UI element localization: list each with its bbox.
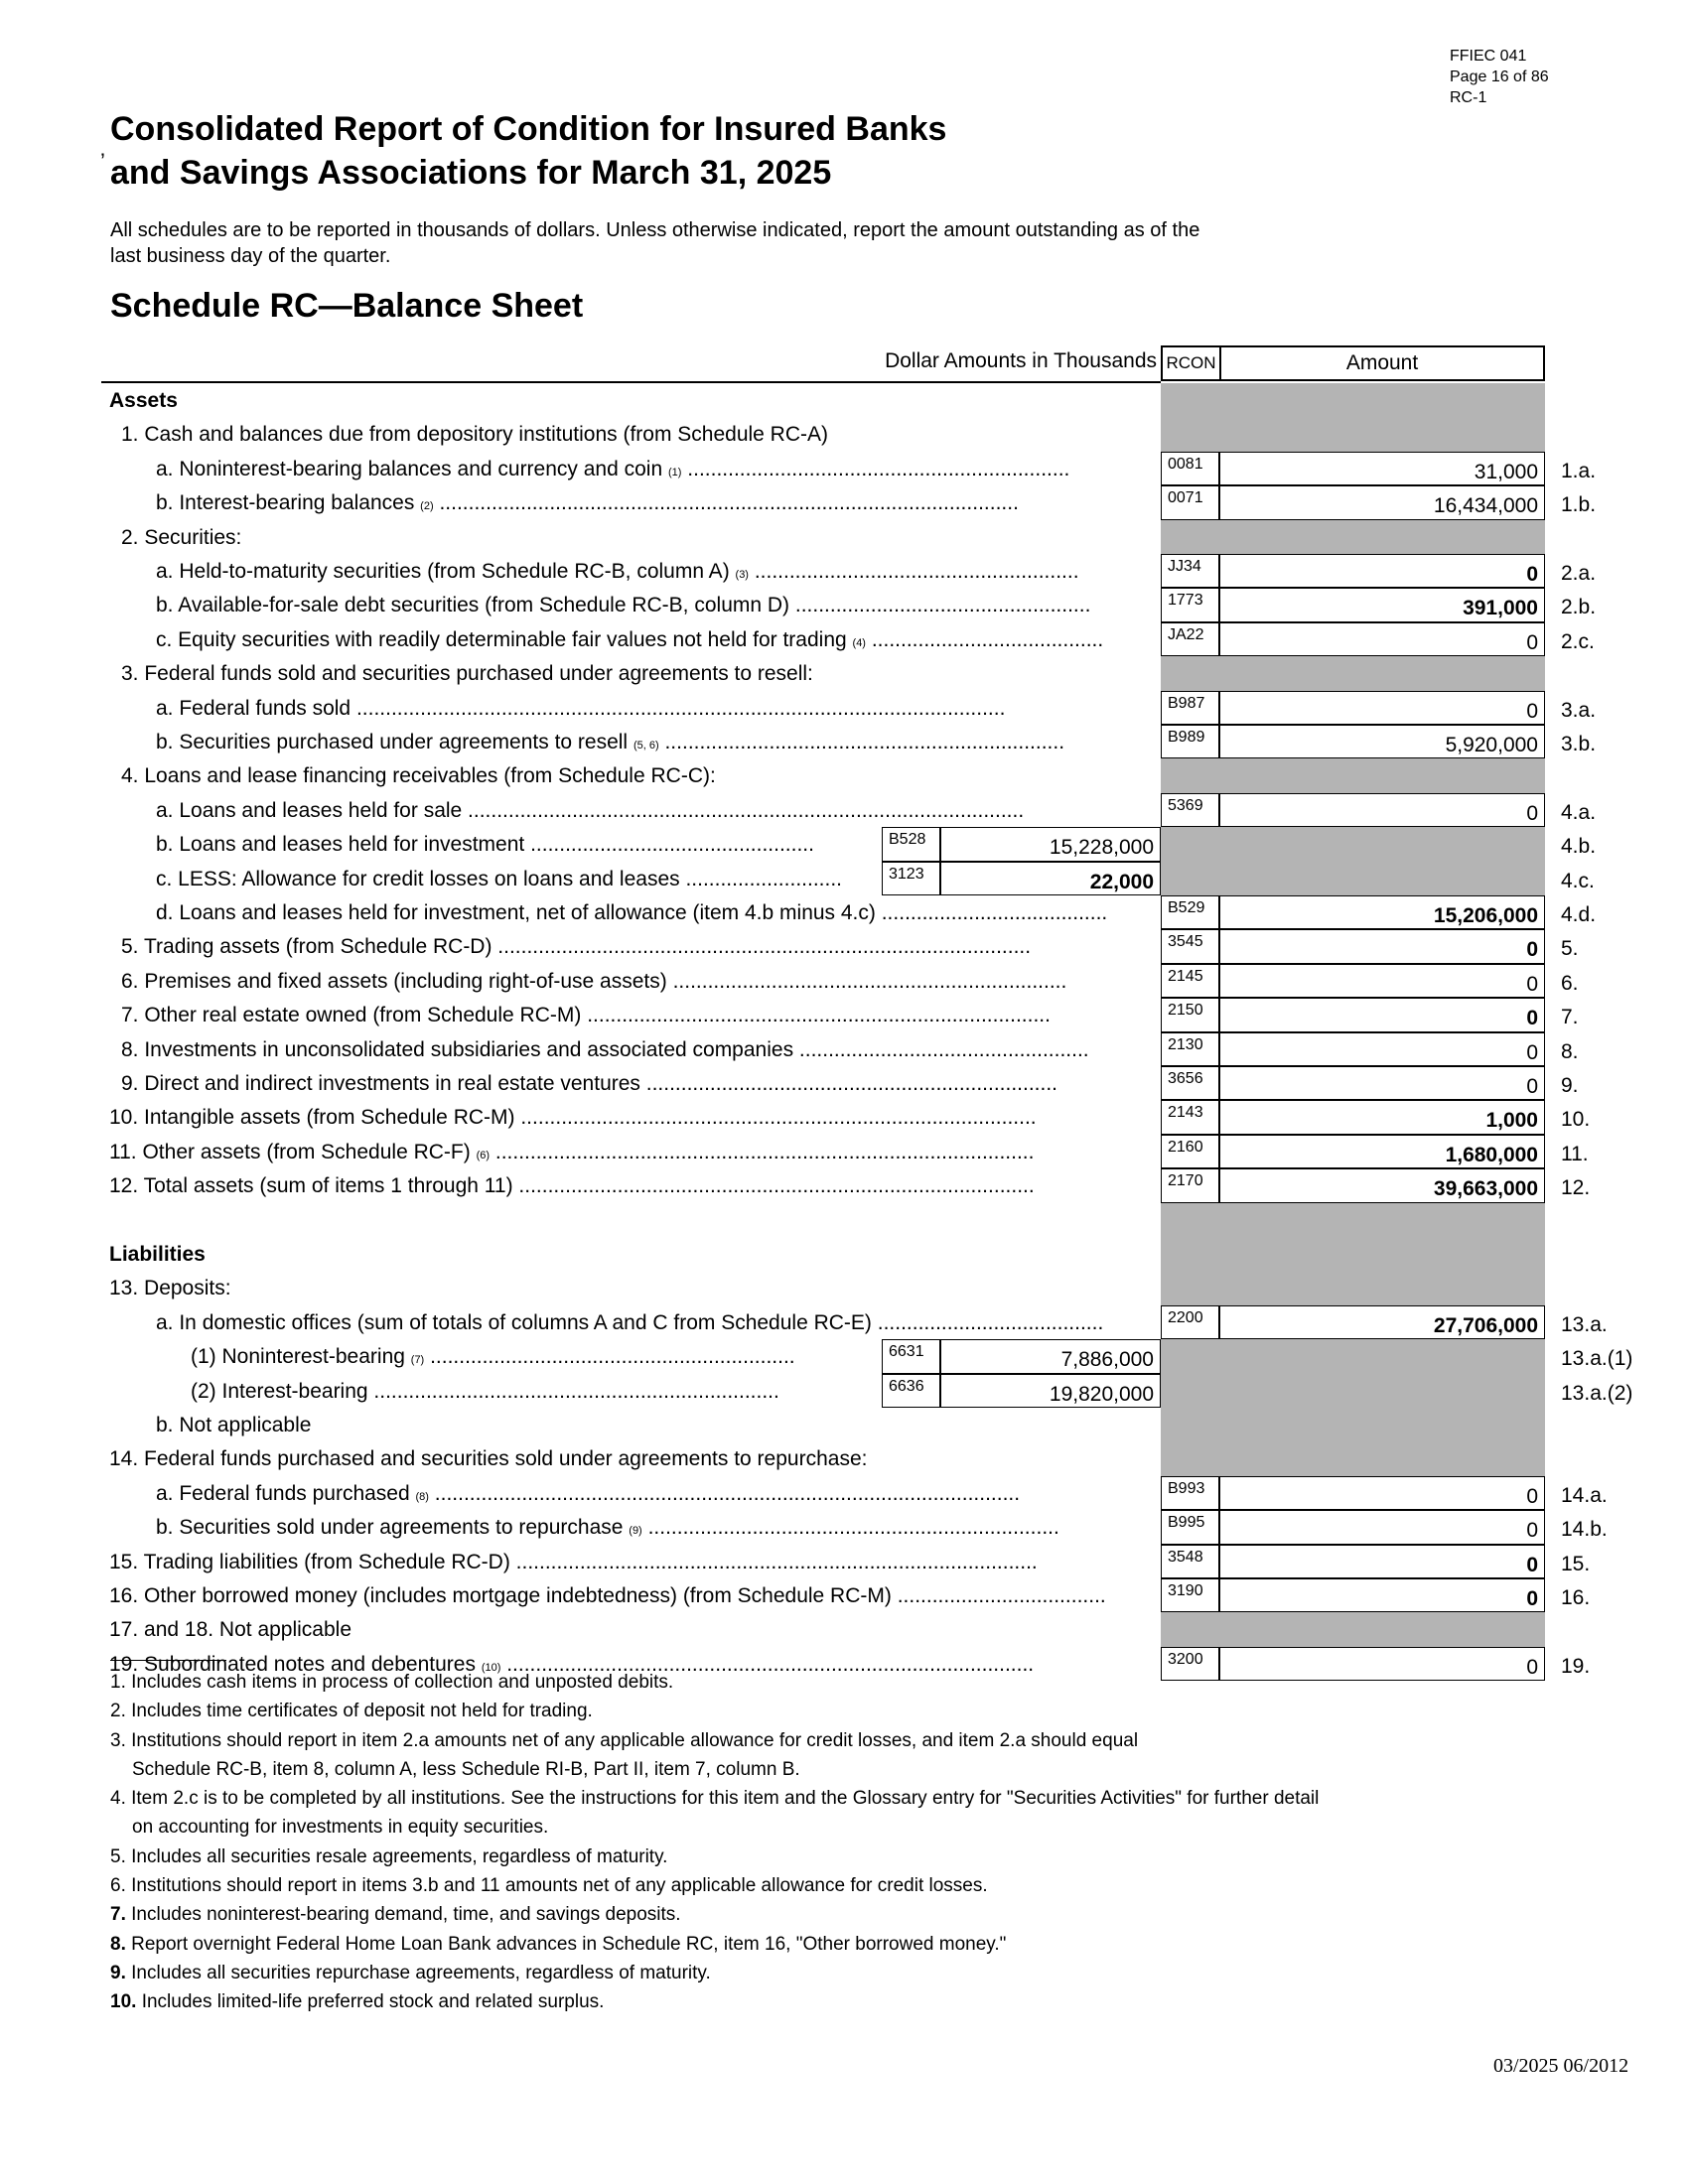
row-label xyxy=(156,697,1005,721)
dot-leader: ........................................ xyxy=(865,627,1104,651)
table-row xyxy=(101,520,1688,554)
dot-leader: ................................................................................................................ xyxy=(351,696,1006,720)
table-row xyxy=(101,1612,1688,1646)
footnote-ref: (5, 6) xyxy=(633,740,659,751)
row-label xyxy=(156,594,1090,617)
dot-leader: ..................................................................................................... xyxy=(428,1481,1021,1505)
title-mark: ’ xyxy=(100,149,105,174)
dot-leader: ....................................... xyxy=(871,1310,1104,1334)
shaded-cell xyxy=(1161,1612,1545,1646)
row-label xyxy=(109,1618,352,1642)
row-label xyxy=(156,458,1069,481)
item-ref: 12. xyxy=(1561,1176,1591,1200)
amount-field[interactable]: 27,706,000 xyxy=(1219,1305,1545,1339)
dot-leader: ....................................... xyxy=(875,901,1108,924)
row-label-text: 5. Trading assets (from Schedule RC-D) xyxy=(121,935,492,959)
table-row xyxy=(101,1100,1688,1134)
amount-field[interactable]: 0 xyxy=(1219,1032,1545,1066)
item-ref: 6. xyxy=(1561,971,1579,995)
report-title-line-1: Consolidated Report of Condition for Insured Banks xyxy=(110,110,947,148)
table-row xyxy=(101,793,1688,827)
footnote-text: Institutions should report in items 3.b and 11 amounts net of any applicable allowance for credit losses. xyxy=(131,1875,988,1897)
shaded-cell xyxy=(1161,862,1545,895)
dollar-amounts-header: Dollar Amounts in Thousands xyxy=(885,349,1157,372)
shaded-cell xyxy=(1161,520,1545,554)
rcon-code: B529 xyxy=(1161,895,1219,929)
dot-leader: ...................................................................... xyxy=(367,1379,779,1403)
dot-leader: ............................................................................................. xyxy=(490,1140,1035,1163)
row-label xyxy=(109,389,178,413)
row-label xyxy=(109,1447,867,1471)
rcon-code: 2143 xyxy=(1161,1100,1219,1134)
table-row xyxy=(101,1271,1688,1304)
footnote xyxy=(110,1900,1520,1929)
footnote-number: 8. xyxy=(110,1933,132,1955)
footnote xyxy=(110,1959,1520,1987)
footnote-text: Includes time certificates of deposit not held for trading. xyxy=(131,1701,593,1722)
row-label xyxy=(156,1516,1059,1540)
item-ref: 14.b. xyxy=(1561,1518,1608,1542)
row-label xyxy=(121,935,1031,959)
amount-field[interactable]: 0 xyxy=(1219,1476,1545,1510)
footnote-number: 3. xyxy=(110,1729,132,1751)
table-row xyxy=(101,758,1688,792)
table-row xyxy=(101,1374,1688,1408)
item-ref: 4.d. xyxy=(1561,903,1597,926)
row-label xyxy=(121,662,813,686)
table-row xyxy=(101,725,1688,758)
rcon-code: 1773 xyxy=(1161,588,1219,621)
rcon-code: 6636 xyxy=(882,1374,940,1408)
rcon-code: JA22 xyxy=(1161,622,1219,656)
row-label xyxy=(121,1072,1057,1096)
row-label-text: 12. Total assets (sum of items 1 through 11) xyxy=(109,1174,513,1198)
shaded-cell xyxy=(1161,827,1545,861)
amount-field[interactable]: 15,206,000 xyxy=(1219,895,1545,929)
amount-field[interactable]: 5,920,000 xyxy=(1219,725,1545,758)
rcon-code: B989 xyxy=(1161,725,1219,758)
footnote-number: 1. xyxy=(110,1672,132,1693)
row-label-text: Liabilities xyxy=(109,1243,206,1266)
footnote-ref: (8) xyxy=(415,1490,429,1503)
page-number: Page 16 of 86 xyxy=(1450,68,1549,85)
schedule-title: Schedule RC—Balance Sheet xyxy=(110,287,584,325)
footnote-text: Item 2.c is to be completed by all institutions. See the instructions for this item and the Glossary entry for "Securities Activities" for further detail xyxy=(131,1788,1320,1810)
rcon-code: 2200 xyxy=(1161,1305,1219,1339)
row-label-text: a. Federal funds sold xyxy=(156,696,352,720)
amount-field[interactable]: 0 xyxy=(1219,964,1545,998)
dot-leader: .................................................................................................... xyxy=(433,491,1019,515)
table-row xyxy=(101,1476,1688,1510)
report-title-line-2: and Savings Associations for March 31, 2025 xyxy=(110,154,832,192)
row-label xyxy=(109,1106,1037,1130)
intro-line-1: All schedules are to be reported in thousands of dollars. Unless otherwise indicated, report the amount outstanding as of the xyxy=(110,219,1200,241)
row-label-text: (1) Noninterest-bearing xyxy=(191,1345,405,1369)
row-label-text: 4. Loans and lease financing receivables (from Schedule RC-C): xyxy=(121,764,716,788)
table-row xyxy=(101,964,1688,998)
item-ref: 1.b. xyxy=(1561,493,1597,517)
rcon-code: 2150 xyxy=(1161,998,1219,1031)
amount-field[interactable]: 0 xyxy=(1219,998,1545,1031)
footnotes xyxy=(110,1668,1520,2017)
table-row xyxy=(101,998,1688,1031)
schedule-code: RC-1 xyxy=(1450,89,1487,106)
item-ref: 16. xyxy=(1561,1586,1591,1609)
table-row xyxy=(101,1066,1688,1100)
dot-leader: .................................................................... xyxy=(666,969,1067,993)
dot-leader: ......................................................................................... xyxy=(512,1174,1035,1198)
row-label-text: a. Held-to-maturity securities (from Schedule RC-B, column A) xyxy=(156,560,730,583)
shaded-cell xyxy=(1161,1271,1545,1304)
table-row xyxy=(101,1168,1688,1202)
dot-leader: ................................................... xyxy=(789,594,1091,617)
row-label-text: 1. Cash and balances due from depository institutions (from Schedule RC-A) xyxy=(121,423,829,447)
footnote-number: 4. xyxy=(110,1788,132,1810)
item-ref: 2.c. xyxy=(1561,629,1595,653)
row-label-text: 6. Premises and fixed assets (including right-of-use assets) xyxy=(121,969,667,993)
row-label xyxy=(121,764,716,788)
rcon-code: 5369 xyxy=(1161,793,1219,827)
item-ref: 10. xyxy=(1561,1108,1591,1132)
table-row xyxy=(101,485,1688,519)
table-row xyxy=(101,452,1688,485)
item-ref: 1.a. xyxy=(1561,459,1597,482)
footnote-text: Includes cash items in process of collection and unposted debits. xyxy=(131,1672,674,1693)
row-label-text: b. Interest-bearing balances xyxy=(156,491,415,515)
row-label-text: (2) Interest-bearing xyxy=(191,1379,368,1403)
row-label-text: 19. Subordinated notes and debentures xyxy=(109,1652,476,1676)
footnote xyxy=(110,1930,1520,1959)
row-label xyxy=(109,1277,231,1300)
dot-leader: ........................................................ xyxy=(748,560,1079,583)
table-row xyxy=(101,1135,1688,1168)
row-label-text: 10. Intangible assets (from Schedule RC-M) xyxy=(109,1106,515,1130)
row-label-text: 3. Federal funds sold and securities purchased under agreements to resell: xyxy=(121,662,813,686)
row-label xyxy=(156,1482,1020,1506)
item-ref: 14.a. xyxy=(1561,1483,1608,1507)
footnote-text: Includes all securities repurchase agreements, regardless of maturity. xyxy=(131,1962,711,1983)
dot-leader: .................................................................. xyxy=(681,457,1070,480)
form-header xyxy=(1450,46,1549,108)
revision-date: 03/2025 06/2012 xyxy=(1493,2055,1629,2077)
row-label xyxy=(109,1584,1106,1608)
rcon-code: 0071 xyxy=(1161,485,1219,519)
row-label-text: c. Equity securities with readily determinable fair values not held for trading xyxy=(156,627,847,651)
row-label-text: 14. Federal funds purchased and securities sold under agreements to repurchase: xyxy=(109,1447,868,1471)
table-row xyxy=(101,1237,1688,1271)
row-label xyxy=(156,1311,1103,1335)
shaded-cell xyxy=(1161,1441,1545,1475)
amount-field[interactable]: 1,680,000 xyxy=(1219,1135,1545,1168)
shaded-cell xyxy=(1161,656,1545,690)
footnote xyxy=(110,1871,1520,1900)
footnote-ref: (9) xyxy=(629,1525,642,1538)
table-row xyxy=(101,622,1688,656)
dot-leader: ............................................................................................ xyxy=(492,935,1032,959)
row-label xyxy=(156,1414,311,1437)
footnote-ref: (3) xyxy=(735,569,749,581)
table-row xyxy=(101,417,1688,451)
row-label-text: 7. Other real estate owned (from Schedule RC-M) xyxy=(121,1004,582,1027)
rcon-code: 2130 xyxy=(1161,1032,1219,1066)
dot-leader: ..................................................................... xyxy=(658,731,1065,753)
item-ref: 4.c. xyxy=(1561,869,1595,892)
row-label-text: a. Federal funds purchased xyxy=(156,1481,410,1505)
amount-field[interactable]: 1,000 xyxy=(1219,1100,1545,1134)
shaded-cell xyxy=(1161,417,1545,451)
row-label xyxy=(156,491,1019,515)
intro-line-2: last business day of the quarter. xyxy=(110,245,391,267)
footnote-text: Includes limited-life preferred stock and related surplus. xyxy=(141,1991,605,2013)
dot-leader: ......................................................................................... xyxy=(514,1106,1037,1130)
table-row xyxy=(101,1408,1688,1441)
report-title xyxy=(110,107,946,195)
item-ref: 9. xyxy=(1561,1074,1579,1097)
dot-leader: ........................................................................................... xyxy=(500,1652,1035,1676)
rcon-code: 3190 xyxy=(1161,1578,1219,1612)
item-ref: 3.b. xyxy=(1561,733,1597,755)
rcon-code: 3548 xyxy=(1161,1545,1219,1578)
row-label-text: a. Noninterest-bearing balances and currency and coin xyxy=(156,457,663,480)
row-label-text: 13. Deposits: xyxy=(109,1277,231,1300)
table-row xyxy=(101,1510,1688,1544)
row-label xyxy=(191,1380,779,1404)
row-label-text: Assets xyxy=(109,389,178,412)
amount-column-header: Amount xyxy=(1219,345,1545,381)
table-row xyxy=(101,1305,1688,1339)
footnote-ref: (7) xyxy=(410,1354,425,1367)
row-label xyxy=(191,1345,795,1369)
footnote-number: 10. xyxy=(110,1991,142,2013)
row-label-text: d. Loans and leases held for investment, net of allowance (item 4.b minus 4.c) xyxy=(156,901,876,924)
item-ref: 3.a. xyxy=(1561,698,1597,722)
amount-field[interactable]: 31,000 xyxy=(1219,452,1545,485)
footnote xyxy=(110,1784,1520,1813)
footnote-number: 9. xyxy=(110,1962,132,1983)
footnote-text: Includes noninterest-bearing demand, time, and savings deposits. xyxy=(131,1904,681,1926)
table-row xyxy=(101,383,1688,417)
row-label xyxy=(121,970,1066,994)
footnote-number: 6. xyxy=(110,1875,132,1897)
row-label-text: a. In domestic offices (sum of totals of columns A and C from Schedule RC-E) xyxy=(156,1310,872,1334)
footnote-number: 5. xyxy=(110,1845,132,1867)
item-ref: 5. xyxy=(1561,937,1579,961)
row-label-text: 15. Trading liabilities (from Schedule RC-D) xyxy=(109,1550,510,1573)
amount-field[interactable]: 0 xyxy=(1219,1066,1545,1100)
row-label xyxy=(121,526,241,550)
row-label-text: 2. Securities: xyxy=(121,525,242,549)
footnote-rule xyxy=(110,1660,226,1661)
amount-field[interactable]: 16,434,000 xyxy=(1219,485,1545,519)
dot-leader: ............................................................... xyxy=(424,1345,795,1369)
footnote-ref: (2) xyxy=(420,500,434,513)
row-label xyxy=(156,833,814,857)
dot-leader: .................................................. xyxy=(793,1037,1089,1061)
row-label xyxy=(109,1243,206,1267)
row-label xyxy=(156,901,1107,925)
table-row xyxy=(101,1441,1688,1475)
row-label xyxy=(109,1551,1038,1574)
dot-leader: ................................................................................................ xyxy=(462,798,1025,822)
row-label-text: 11. Other assets (from Schedule RC-F) xyxy=(109,1140,471,1163)
rcon-code: 3545 xyxy=(1161,929,1219,963)
intro-text xyxy=(110,217,1461,269)
amount-field[interactable]: 39,663,000 xyxy=(1219,1168,1545,1202)
item-ref: 4.b. xyxy=(1561,835,1597,859)
table-row xyxy=(101,827,1688,861)
shaded-cell xyxy=(1161,383,1545,417)
footnote-ref: (1) xyxy=(668,466,682,478)
rcon-code: 3200 xyxy=(1161,1647,1219,1681)
row-label xyxy=(121,1004,1051,1027)
footnote xyxy=(110,1697,1520,1725)
amount-field[interactable]: 7,886,000 xyxy=(940,1339,1161,1373)
footnote xyxy=(110,1987,1520,2016)
item-ref: 11. xyxy=(1561,1142,1589,1165)
rcon-code: 2160 xyxy=(1161,1135,1219,1168)
row-label-text: b. Loans and leases held for investment xyxy=(156,833,525,857)
footnote xyxy=(110,1726,1520,1755)
amount-field[interactable]: 0 xyxy=(1219,691,1545,725)
dot-leader: ................................................. xyxy=(524,833,814,857)
footnote-number: 2. xyxy=(110,1701,132,1722)
dot-leader: ....................................................................... xyxy=(639,1072,1058,1095)
item-ref: 8. xyxy=(1561,1039,1579,1063)
item-ref: 13.a.(2) xyxy=(1561,1381,1633,1405)
item-ref: 19. xyxy=(1561,1654,1591,1678)
row-label xyxy=(121,1038,1089,1062)
footnote-text: Report overnight Federal Home Loan Bank advances in Schedule RC, item 16, "Other borrowed money." xyxy=(131,1933,1007,1955)
amount-field[interactable]: 0 xyxy=(1219,929,1545,963)
item-ref: 15. xyxy=(1561,1552,1591,1575)
table-row xyxy=(101,691,1688,725)
rcon-code: B528 xyxy=(882,827,940,861)
row-label xyxy=(121,423,828,447)
rcon-code: JJ34 xyxy=(1161,554,1219,588)
row-label-text: b. Available-for-sale debt securities (from Schedule RC-B, column D) xyxy=(156,594,790,617)
table-row xyxy=(101,1578,1688,1612)
amount-field[interactable]: 0 xyxy=(1219,1545,1545,1578)
item-ref: 7. xyxy=(1561,1006,1579,1029)
table-row xyxy=(101,1545,1688,1578)
footnote-ref: (6) xyxy=(476,1149,491,1161)
row-label-text: b. Securities purchased under agreements to resell xyxy=(156,731,629,753)
rcon-code: 6631 xyxy=(882,1339,940,1373)
row-label xyxy=(109,1174,1035,1198)
footnote xyxy=(110,1813,1520,1842)
shaded-cell xyxy=(1161,1408,1545,1441)
item-ref: 2.b. xyxy=(1561,596,1597,619)
table-row xyxy=(101,1203,1688,1237)
amount-field[interactable]: 0 xyxy=(1219,1647,1545,1681)
item-ref: 13.a. xyxy=(1561,1312,1608,1336)
shaded-cell xyxy=(1161,1203,1545,1237)
footnote-text: Includes all securities resale agreements, regardless of maturity. xyxy=(131,1845,668,1867)
row-label xyxy=(156,628,1103,652)
dot-leader: .................................... xyxy=(891,1584,1106,1607)
row-label-text: b. Not applicable xyxy=(156,1414,312,1436)
row-label xyxy=(109,1141,1034,1164)
item-ref: 13.a.(1) xyxy=(1561,1347,1633,1371)
rcon-code: 0081 xyxy=(1161,452,1219,485)
shaded-cell xyxy=(1161,1339,1545,1373)
shaded-cell xyxy=(1161,1237,1545,1271)
amount-field[interactable]: 0 xyxy=(1219,793,1545,827)
row-label-text: a. Loans and leases held for sale xyxy=(156,798,463,822)
footnote xyxy=(110,1755,1520,1784)
table-row xyxy=(101,895,1688,929)
dot-leader: ....................................................................... xyxy=(641,1516,1059,1540)
table-row xyxy=(101,1339,1688,1373)
table-row xyxy=(101,554,1688,588)
rcon-code: B993 xyxy=(1161,1476,1219,1510)
row-label xyxy=(156,560,1079,584)
amount-field[interactable]: 0 xyxy=(1219,1510,1545,1544)
rcon-code: 3123 xyxy=(882,862,940,895)
dot-leader: ........................... xyxy=(679,867,842,890)
item-ref: 2.a. xyxy=(1561,562,1597,585)
dot-leader: ................................................................................ xyxy=(581,1004,1051,1027)
amount-field[interactable]: 391,000 xyxy=(1219,588,1545,621)
dot-leader: .......................................................................................... xyxy=(509,1550,1038,1573)
row-label-text: 8. Investments in unconsolidated subsidiaries and associated companies xyxy=(121,1037,794,1061)
rcon-code: 2145 xyxy=(1161,964,1219,998)
item-ref: 4.a. xyxy=(1561,800,1597,824)
footnote xyxy=(110,1843,1520,1871)
footnote-ref: (10) xyxy=(481,1661,501,1674)
row-label-text: 9. Direct and indirect investments in real estate ventures xyxy=(121,1072,640,1095)
rcon-code: 3656 xyxy=(1161,1066,1219,1100)
form-number: FFIEC 041 xyxy=(1450,48,1527,65)
amount-field[interactable]: 0 xyxy=(1219,622,1545,656)
row-label-text: b. Securities sold under agreements to repurchase xyxy=(156,1516,624,1540)
footnote-ref: (4) xyxy=(852,636,866,649)
rcon-code: 2170 xyxy=(1161,1168,1219,1202)
table-row xyxy=(101,862,1688,895)
table-row xyxy=(101,656,1688,690)
row-label xyxy=(156,731,1064,754)
rcon-code: B995 xyxy=(1161,1510,1219,1544)
footnote-text: on accounting for investments in equity securities. xyxy=(132,1817,549,1839)
shaded-cell xyxy=(1161,758,1545,792)
row-label-text: c. LESS: Allowance for credit losses on loans and leases xyxy=(156,867,680,890)
amount-field[interactable]: 15,228,000 xyxy=(940,827,1161,861)
table-row xyxy=(101,929,1688,963)
footnote-text: Institutions should report in item 2.a amounts net of any applicable allowance for credit losses, and item 2.a should equal xyxy=(131,1729,1139,1751)
row-label xyxy=(156,799,1024,823)
rcon-column-header: RCON xyxy=(1161,345,1219,381)
footnote-text: Schedule RC-B, item 8, column A, less Schedule RI-B, Part II, item 7, column B. xyxy=(132,1758,800,1780)
amount-field[interactable]: 19,820,000 xyxy=(940,1374,1161,1408)
amount-field[interactable]: 0 xyxy=(1219,554,1545,588)
amount-field[interactable]: 22,000 xyxy=(940,862,1161,895)
row-label-text: 16. Other borrowed money (includes mortgage indebtedness) (from Schedule RC-M) xyxy=(109,1584,892,1607)
table-row xyxy=(101,1032,1688,1066)
footnote xyxy=(110,1668,1520,1697)
table-row xyxy=(101,588,1688,621)
balance-sheet-table xyxy=(101,345,1633,1679)
rcon-code: B987 xyxy=(1161,691,1219,725)
footnote-number: 7. xyxy=(110,1904,132,1926)
row-label xyxy=(156,868,842,891)
row-label-text: 17. and 18. Not applicable xyxy=(109,1618,352,1642)
amount-field[interactable]: 0 xyxy=(1219,1578,1545,1612)
shaded-cell xyxy=(1161,1374,1545,1408)
